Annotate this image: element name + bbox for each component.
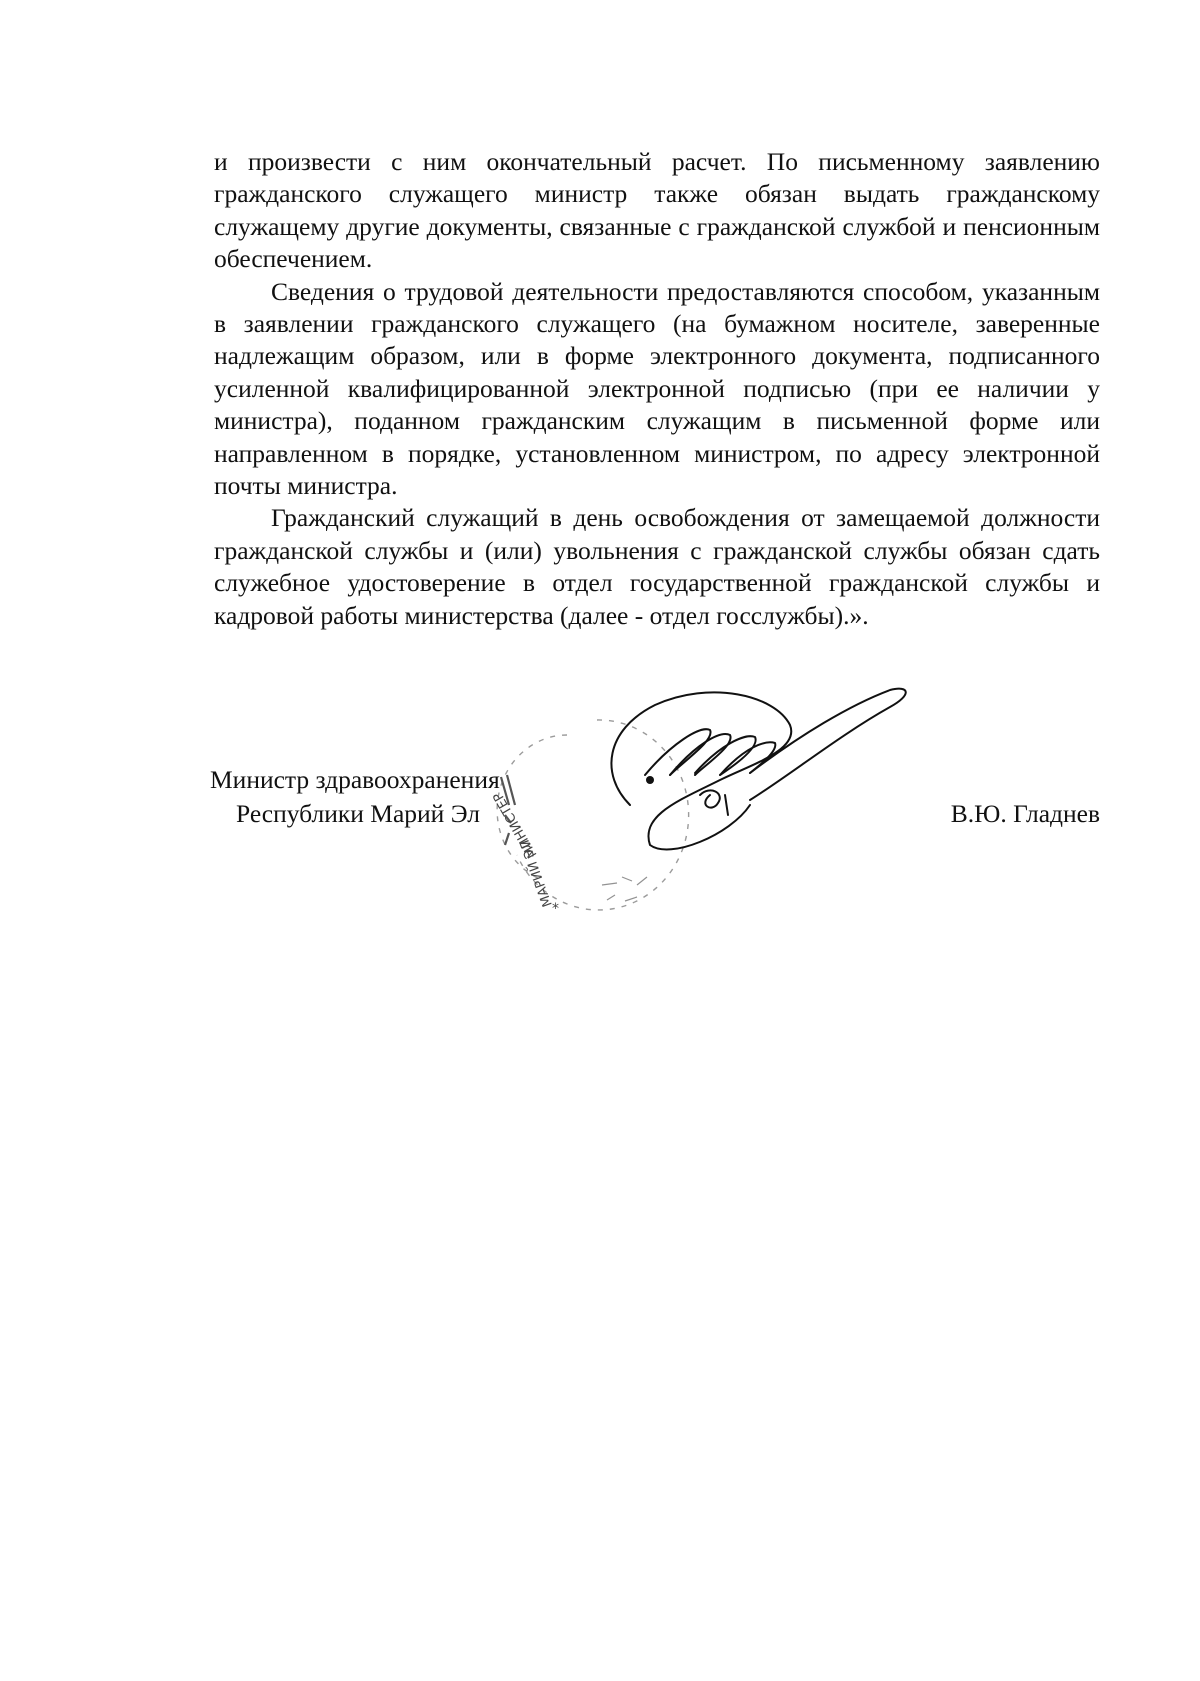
document-body (214, 146, 1100, 632)
signer-position-line2: Республики Марий Эл (236, 799, 480, 828)
handwritten-signature (600, 685, 970, 855)
signer-name: В.Ю. Гладнев (950, 799, 1100, 828)
paragraph-certificate-return: Гражданский служащий в день освобождения от замещаемой должности гражданской службы и (или) увольнения с гражданской службы обязан сдать служебное удостоверение в отдел государственной гражданской службы и кадровой работы министерства (далее - отдел госслужбы).». (214, 503, 1100, 630)
paragraph-work-info: Сведения о трудовой деятельности предоставляются способом, указанным в заявлении гражданского служащего (на бумажном носителе, заверенные надлежащим образом, или в форме электронного документа, подписанного усиленной квалифицированной электронной подписью (при ее наличии у министра), поданном гражданским служащим в письменной форме или направленном в порядке, установленном министром, по адресу электронной почты министра. (214, 276, 1100, 501)
svg-text:*: * (552, 901, 559, 917)
paragraph-continuation: и произвести с ним окончательный расчет. По письменному заявлению гражданского служащего министр также обязан выдать гражданскому служащему другие документы, связанные с гражданской службой и пенсионным обеспечением. (214, 147, 1100, 274)
signer-position-line1: Министр здравоохранения (210, 765, 500, 794)
stamp-fragment-minister: МИНИСТЕР (490, 789, 541, 861)
signer-position (210, 763, 500, 831)
stamp-fragment-marii-el: МАРИЙ ЭЛ (517, 837, 556, 909)
stamp-fragments (491, 789, 556, 909)
